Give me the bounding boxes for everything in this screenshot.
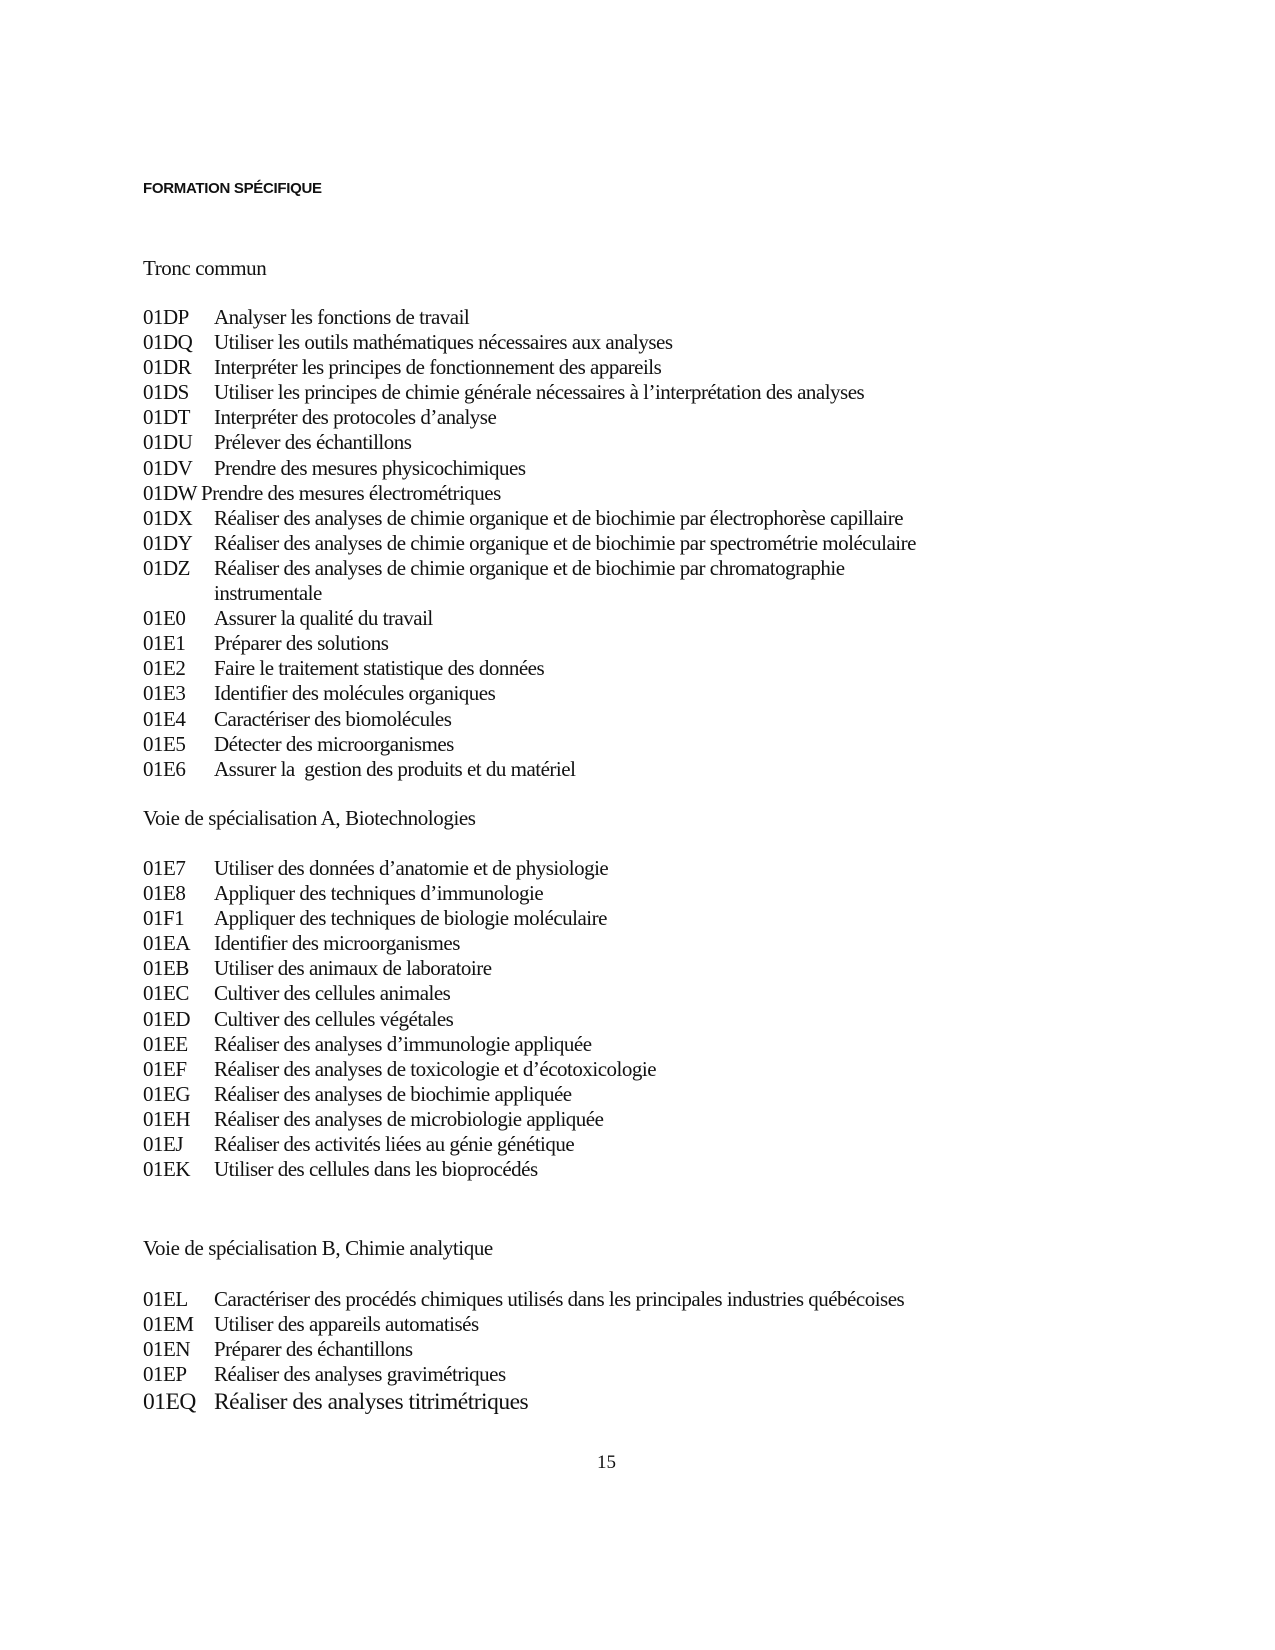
course-title: Caractériser des procédés chimiques utilisés dans les principales industries québécoises <box>214 1287 905 1311</box>
course-title: Prendre des mesures physicochimiques <box>214 455 526 480</box>
course-title: Assurer la gestion des produits et du matériel <box>214 756 576 781</box>
course-code: 01E2 <box>143 656 186 681</box>
course-code: 01EK <box>143 1157 190 1182</box>
course-title: Assurer la qualité du travail <box>214 606 433 631</box>
course-item <box>143 1287 904 1312</box>
course-item <box>143 430 916 455</box>
course-title: Prélever des échantillons <box>214 430 412 455</box>
course-list <box>143 305 916 782</box>
course-title: Réaliser des analyses de biochimie appliquée <box>214 1081 572 1106</box>
course-title: Détecter des microorganismes <box>214 731 454 756</box>
course-title: Réaliser des analyses titrimétriques <box>214 1389 529 1416</box>
course-code: 01EN <box>143 1337 190 1362</box>
course-title: Caractériser des biomolécules <box>214 706 452 731</box>
course-item <box>143 1312 904 1337</box>
course-item <box>143 1387 904 1417</box>
course-item <box>143 380 916 405</box>
course-item <box>143 732 916 757</box>
course-item <box>143 681 916 706</box>
course-item <box>143 906 656 931</box>
course-title: Analyser les fonctions de travail <box>214 305 470 329</box>
course-title: Réaliser des activités liées au génie génétique <box>214 1132 575 1157</box>
course-code: 01E5 <box>143 731 186 756</box>
course-title: Cultiver des cellules végétales <box>214 1006 454 1031</box>
course-title: Appliquer des techniques de biologie moléculaire <box>214 906 607 931</box>
course-code: 01EE <box>143 1031 188 1056</box>
course-title: Réaliser des analyses de chimie organique et de biochimie par chromatographie <box>214 555 845 580</box>
course-item <box>143 531 916 556</box>
course-code: 01ED <box>143 1006 190 1031</box>
course-code: 01EG <box>143 1081 190 1106</box>
course-title: Interpréter les principes de fonctionnement des appareils <box>214 355 662 380</box>
course-list <box>143 856 656 1182</box>
course-code: 01DZ <box>143 555 190 580</box>
course-item <box>143 556 916 581</box>
course-code: 01EC <box>143 981 189 1006</box>
course-title: Réaliser des analyses de toxicologie et d’écotoxicologie <box>214 1056 657 1081</box>
course-item <box>143 856 656 881</box>
course-title: Réaliser des analyses de microbiologie appliquée <box>214 1106 604 1131</box>
course-item <box>143 1362 904 1387</box>
course-item <box>143 1057 656 1082</box>
course-code: 01E6 <box>143 756 186 781</box>
course-code: 01DX <box>143 505 193 530</box>
course-item <box>143 707 916 732</box>
course-title: Utiliser des cellules dans les bioprocédés <box>214 1157 538 1182</box>
course-title: Appliquer des techniques d’immunologie <box>214 881 544 906</box>
course-title: Interpréter des protocoles d’analyse <box>214 405 497 430</box>
section-title-voie-b: Voie de spécialisation B, Chimie analytique <box>143 1236 493 1260</box>
course-item <box>143 956 656 981</box>
course-item <box>143 1107 656 1132</box>
course-code: 01F1 <box>143 906 185 931</box>
course-title-continuation: instrumentale <box>214 581 322 606</box>
course-item <box>143 305 916 330</box>
course-code: 01DT <box>143 405 190 430</box>
course-item <box>143 1157 656 1182</box>
course-title: Utiliser les principes de chimie générale nécessaires à l’interprétation des analyses <box>214 380 865 405</box>
course-title: Utiliser des données d’anatomie et de physiologie <box>214 856 609 880</box>
course-item <box>143 757 916 782</box>
course-code: 01EH <box>143 1106 190 1131</box>
course-item <box>143 330 916 355</box>
course-item <box>143 355 916 380</box>
section-title-voie-a: Voie de spécialisation A, Biotechnologies <box>143 806 476 830</box>
course-title: Prendre des mesures électrométriques <box>201 480 501 505</box>
course-code: 01DQ <box>143 330 193 355</box>
course-title: Réaliser des analyses de chimie organique et de biochimie par spectrométrie moléculaire <box>214 530 916 555</box>
course-title: Utiliser des appareils automatisés <box>214 1312 479 1337</box>
course-code: 01EP <box>143 1362 187 1387</box>
course-code: 01E7 <box>143 856 186 880</box>
course-code: 01EB <box>143 956 189 981</box>
course-code: 01E1 <box>143 631 186 656</box>
course-title: Réaliser des analyses d’immunologie appliquée <box>214 1031 592 1056</box>
course-item <box>143 981 656 1006</box>
course-item <box>143 506 916 531</box>
course-code: 01EJ <box>143 1132 183 1157</box>
course-item <box>143 1032 656 1057</box>
course-code: 01EQ <box>143 1389 196 1416</box>
course-code: 01EA <box>143 931 190 956</box>
course-item <box>143 881 656 906</box>
course-code: 01EF <box>143 1056 187 1081</box>
course-code: 01E8 <box>143 881 186 906</box>
course-code: 01EL <box>143 1287 188 1311</box>
course-item <box>143 931 656 956</box>
course-title: Faire le traitement statistique des données <box>214 656 545 681</box>
course-title: Identifier des microorganismes <box>214 931 460 956</box>
course-title: Identifier des molécules organiques <box>214 681 496 706</box>
page-heading: FORMATION SPÉCIFIQUE <box>143 180 322 197</box>
course-code: 01EM <box>143 1312 194 1337</box>
course-code: 01DY <box>143 530 193 555</box>
course-code: 01DS <box>143 380 189 405</box>
course-item <box>143 1337 904 1362</box>
course-item <box>143 481 916 506</box>
course-item <box>143 656 916 681</box>
course-title: Utiliser les outils mathématiques nécessaires aux analyses <box>214 330 673 355</box>
course-code: 01E3 <box>143 681 186 706</box>
course-code: 01DR <box>143 355 192 380</box>
course-item <box>143 1132 656 1157</box>
course-list <box>143 1287 904 1417</box>
course-item <box>143 606 916 631</box>
course-item <box>143 1007 656 1032</box>
course-code: 01DP <box>143 305 189 329</box>
course-item-continuation <box>143 581 916 606</box>
page-number: 15 <box>597 1452 616 1473</box>
course-item <box>143 405 916 430</box>
course-title: Réaliser des analyses gravimétriques <box>214 1362 506 1387</box>
course-code: 01E4 <box>143 706 186 731</box>
course-code: 01DV <box>143 455 193 480</box>
course-title: Réaliser des analyses de chimie organique et de biochimie par électrophorèse capillaire <box>214 505 904 530</box>
course-title: Cultiver des cellules animales <box>214 981 451 1006</box>
course-code: 01DW <box>143 480 197 505</box>
course-code: 01DU <box>143 430 193 455</box>
course-item <box>143 631 916 656</box>
course-item <box>143 456 916 481</box>
course-code: 01E0 <box>143 606 186 631</box>
section-title-tronc-commun: Tronc commun <box>143 256 267 280</box>
course-title: Préparer des échantillons <box>214 1337 413 1362</box>
course-title: Utiliser des animaux de laboratoire <box>214 956 492 981</box>
course-title: Préparer des solutions <box>214 631 389 656</box>
course-item <box>143 1082 656 1107</box>
